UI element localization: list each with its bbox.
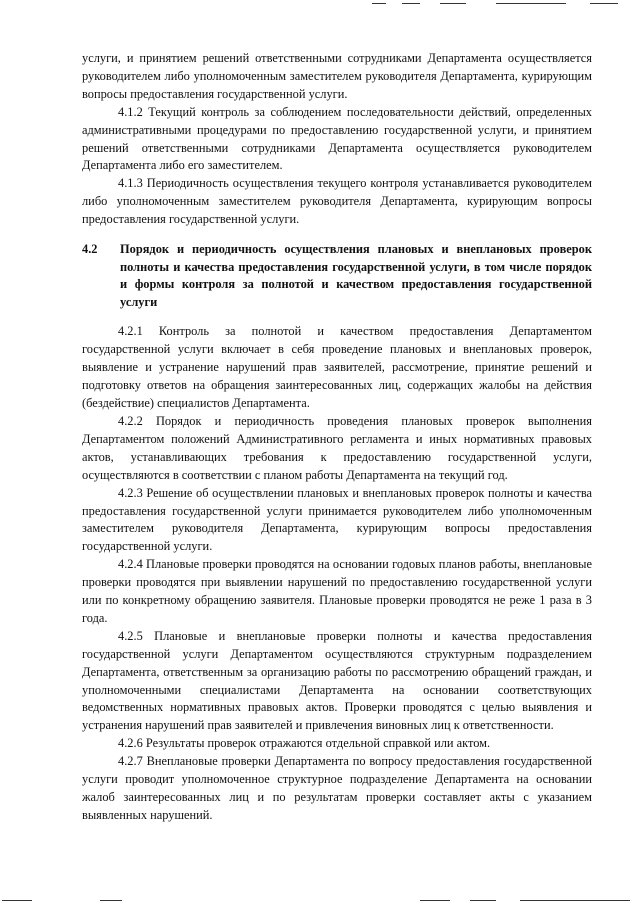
scan-artifact-top bbox=[372, 3, 386, 4]
scan-artifact-bottom bbox=[2, 900, 32, 901]
paragraph-4-2-1: 4.2.1 Контроль за полнотой и качеством предоставления Департаментом государственной услуги включает в себя проведение плановых и внеплановых проверок, выявление и устранение нарушений прав заявителей, рассмотрение, принятие решений и подготовку ответов на обращения заинтересованных лиц, содержащих жалобы на действия (бездействие) специалистов Департамента. bbox=[82, 324, 592, 411]
paragraph-4-1-2: 4.1.2 Текущий контроль за соблюдением последовательности действий, определенных административными процедурами по предоставлению государственной услуги, и принятием решений ответственными сотрудниками Департамента осуществляется руководителем Департамента либо его заместителем. bbox=[82, 104, 592, 173]
paragraph-4-2-7: 4.2.7 Внеплановые проверки Департамента по вопросу предоставления государственной услуги проводит уполномоченное структурное подразделение Департамента на основании жалоб заинтересованных лиц и по результатам проверки составляет акты с указанием выявленных нарушений. bbox=[82, 754, 592, 822]
spacer bbox=[82, 311, 592, 323]
scan-artifact-bottom bbox=[100, 900, 122, 901]
paragraph-4-2-2: 4.2.2 Порядок и периодичность проведения плановых проверок выполнения Департаментом положений Административного регламента и иных нормативных правовых актов, устанавливающих требования к предоставлению государственной услуги, осуществляются в соответствии с планом работы Департамента на текущий год. bbox=[82, 413, 592, 482]
scan-artifact-bottom bbox=[520, 900, 630, 901]
document-body bbox=[82, 50, 592, 825]
paragraph-4-2-5: 4.2.5 Плановые и внеплановые проверки полноты и качества предоставления государственной услуги Департаментом осуществляются структурным подразделением Департамента, ответственным за организацию работы по рассмотрению обращений граждан, и уполномоченными специалистами Департамента на основании соответствующих ведомственных нормативных правовых актов. Проверки проводятся с целью выявления и устранения нарушений прав заявителей и привлечения виновных лиц к ответственности. bbox=[82, 628, 592, 733]
scan-artifact-top bbox=[496, 3, 566, 4]
section-number: 4.2 bbox=[82, 242, 98, 257]
paragraph-4-2-4: 4.2.4 Плановые проверки проводятся на основании годовых планов работы, внеплановые проверки проводятся при выявлении нарушений по предоставлению государственной услуги или по конкретному обращению заявителя. Плановые проверки проводятся не реже 1 раза в 3 года. bbox=[82, 557, 592, 625]
scan-artifact-bottom bbox=[420, 900, 450, 901]
paragraph-continuation: услуги, и принятием решений ответственными сотрудниками Департамента осуществляется руководителем либо уполномоченным заместителем руководителя Департамента, курирующим вопросы предоставления государственной услуги. bbox=[82, 51, 592, 101]
section-heading bbox=[82, 241, 592, 311]
scan-artifact-top bbox=[590, 3, 618, 4]
paragraph-4-2-6: 4.2.6 Результаты проверок отражаются отдельной справкой или актом. bbox=[118, 736, 491, 751]
scan-artifact-top bbox=[402, 3, 420, 4]
scan-artifact-top bbox=[440, 3, 466, 4]
paragraph-4-1-3: 4.1.3 Периодичность осуществления текущего контроля устанавливается руководителем либо уполномоченным заместителем руководителя Департамента, курирующим вопросы предоставления государственной услуги. bbox=[82, 176, 592, 227]
paragraph-4-2-3: 4.2.3 Решение об осуществлении плановых и внеплановых проверок полноты и качества предоставления государственной услуги принимается руководителем либо уполномоченным заместителем руководителя Департамента, курирующим вопросы предоставления государственной услуги. bbox=[82, 485, 592, 554]
section-title: Порядок и периодичность осуществления плановых и внеплановых проверок полноты и качества предоставления государственной услуги, в том числе порядок и формы контроля за полнотой и качеством предоставления государственной услуги bbox=[120, 242, 592, 309]
spacer bbox=[82, 229, 592, 241]
scan-artifact-bottom bbox=[470, 900, 496, 901]
